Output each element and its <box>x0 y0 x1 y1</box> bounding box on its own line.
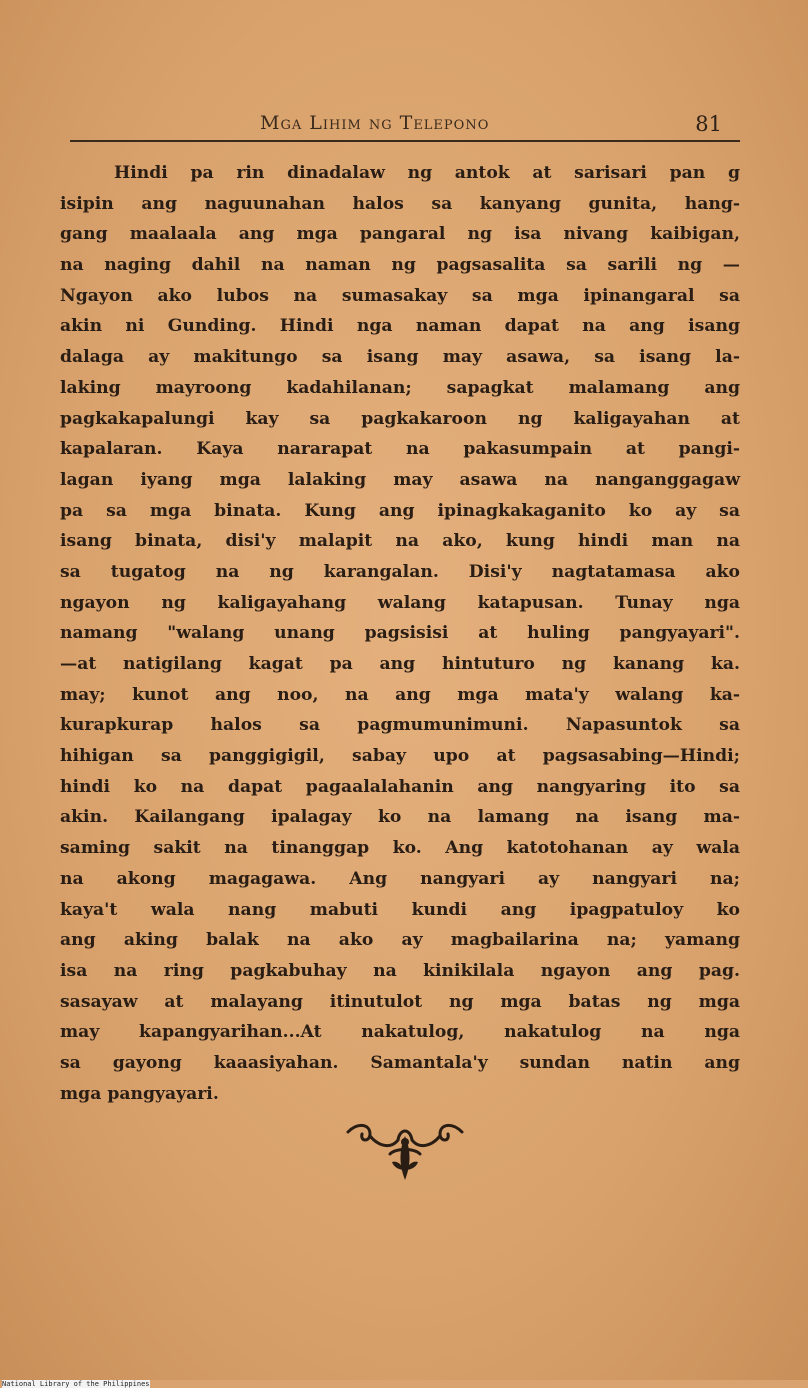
text-line: namang "walang unang pagsisisi at huling pangyayari". <box>60 623 740 644</box>
text-line: akin ni Gunding. Hindi nga naman dapat na ang isang <box>60 316 740 337</box>
text-line: ngayon ng kaligayahang walang katapusan. Tunay nga <box>60 592 740 613</box>
text-line: Ngayon ako lubos na sumasakay sa mga ipinangaral sa <box>60 285 740 306</box>
text-line: pa sa mga binata. Kung ang ipinagkakaganito ko ay sa <box>60 500 740 521</box>
text-line: isipin ang naguunahan halos sa kanyang gunita, hang- <box>60 193 740 214</box>
page-number: 81 <box>695 112 722 136</box>
fleuron-ornament-icon <box>340 1118 470 1188</box>
text-line: ang aking balak na ako ay magbailarina na; yamang <box>60 930 740 951</box>
page-header <box>70 108 740 148</box>
text-line: Hindi pa rin dinadalaw ng antok at sarisari pan g <box>114 163 740 183</box>
text-line: hindi ko na dapat pagaalalahanin ang nangyaring ito sa <box>60 776 740 797</box>
text-line: sa tugatog na ng karangalan. Disi'y nagtatamasa ako <box>60 561 740 582</box>
text-line: may kapangyarihan...At nakatulog, nakatulog na nga <box>60 1022 740 1043</box>
text-line: kaya't wala nang mabuti kundi ang ipagpatuloy ko <box>60 899 740 920</box>
text-line: —at natigilang kagat pa ang hintuturo ng kanang ka. <box>60 654 740 674</box>
text-line: dalaga ay makitungo sa isang may asawa, sa isang la- <box>60 347 740 368</box>
header-rule <box>70 140 740 142</box>
body-text <box>60 158 740 1109</box>
text-line: gang maalaala ang mga pangaral ng isa nivang kaibigan, <box>60 224 740 245</box>
text-line: pagkakapalungi kay sa pagkakaroon ng kaligayahan at <box>60 408 740 429</box>
text-line: hihigan sa panggigigil, sabay upo at pagsasabing—Hindi; <box>60 746 740 767</box>
text-line: kapalaran. Kaya nararapat na pakasumpain at pangi- <box>60 439 740 460</box>
text-line: kurapkurap halos sa pagmumunimuni. Napasuntok sa <box>60 715 740 736</box>
text-line: na naging dahil na naman ng pagsasalita sa sarili ng — <box>60 255 740 276</box>
footer-credit: National Library of the Philippines <box>2 1380 150 1388</box>
text-line: lagan iyang mga lalaking may asawa na nanganggagaw <box>60 469 740 490</box>
text-line: laking mayroong kadahilanan; sapagkat malamang ang <box>60 377 740 398</box>
text-line: isang binata, disi'y malapit na ako, kung hindi man na <box>60 531 740 552</box>
text-line: akin. Kailangang ipalagay ko na lamang na isang ma- <box>60 807 740 828</box>
text-line: isa na ring pagkabuhay na kinikilala ngayon ang pag. <box>60 960 740 981</box>
text-line: sasayaw at malayang itinutulot ng mga batas ng mga <box>60 991 740 1012</box>
text-line: sa gayong kaaasiyahan. Samantala'y sundan natin ang <box>60 1052 740 1073</box>
text-line: saming sakit na tinanggap ko. Ang katotohanan ay wala <box>60 838 740 859</box>
text-line: may; kunot ang noo, na ang mga mata'y walang ka- <box>60 684 740 705</box>
running-title: Mga Lihim ng Telepono <box>260 112 490 134</box>
text-line: na akong magagawa. Ang nangyari ay nangyari na; <box>60 868 740 889</box>
text-line: mga pangyayari. <box>60 1083 219 1104</box>
